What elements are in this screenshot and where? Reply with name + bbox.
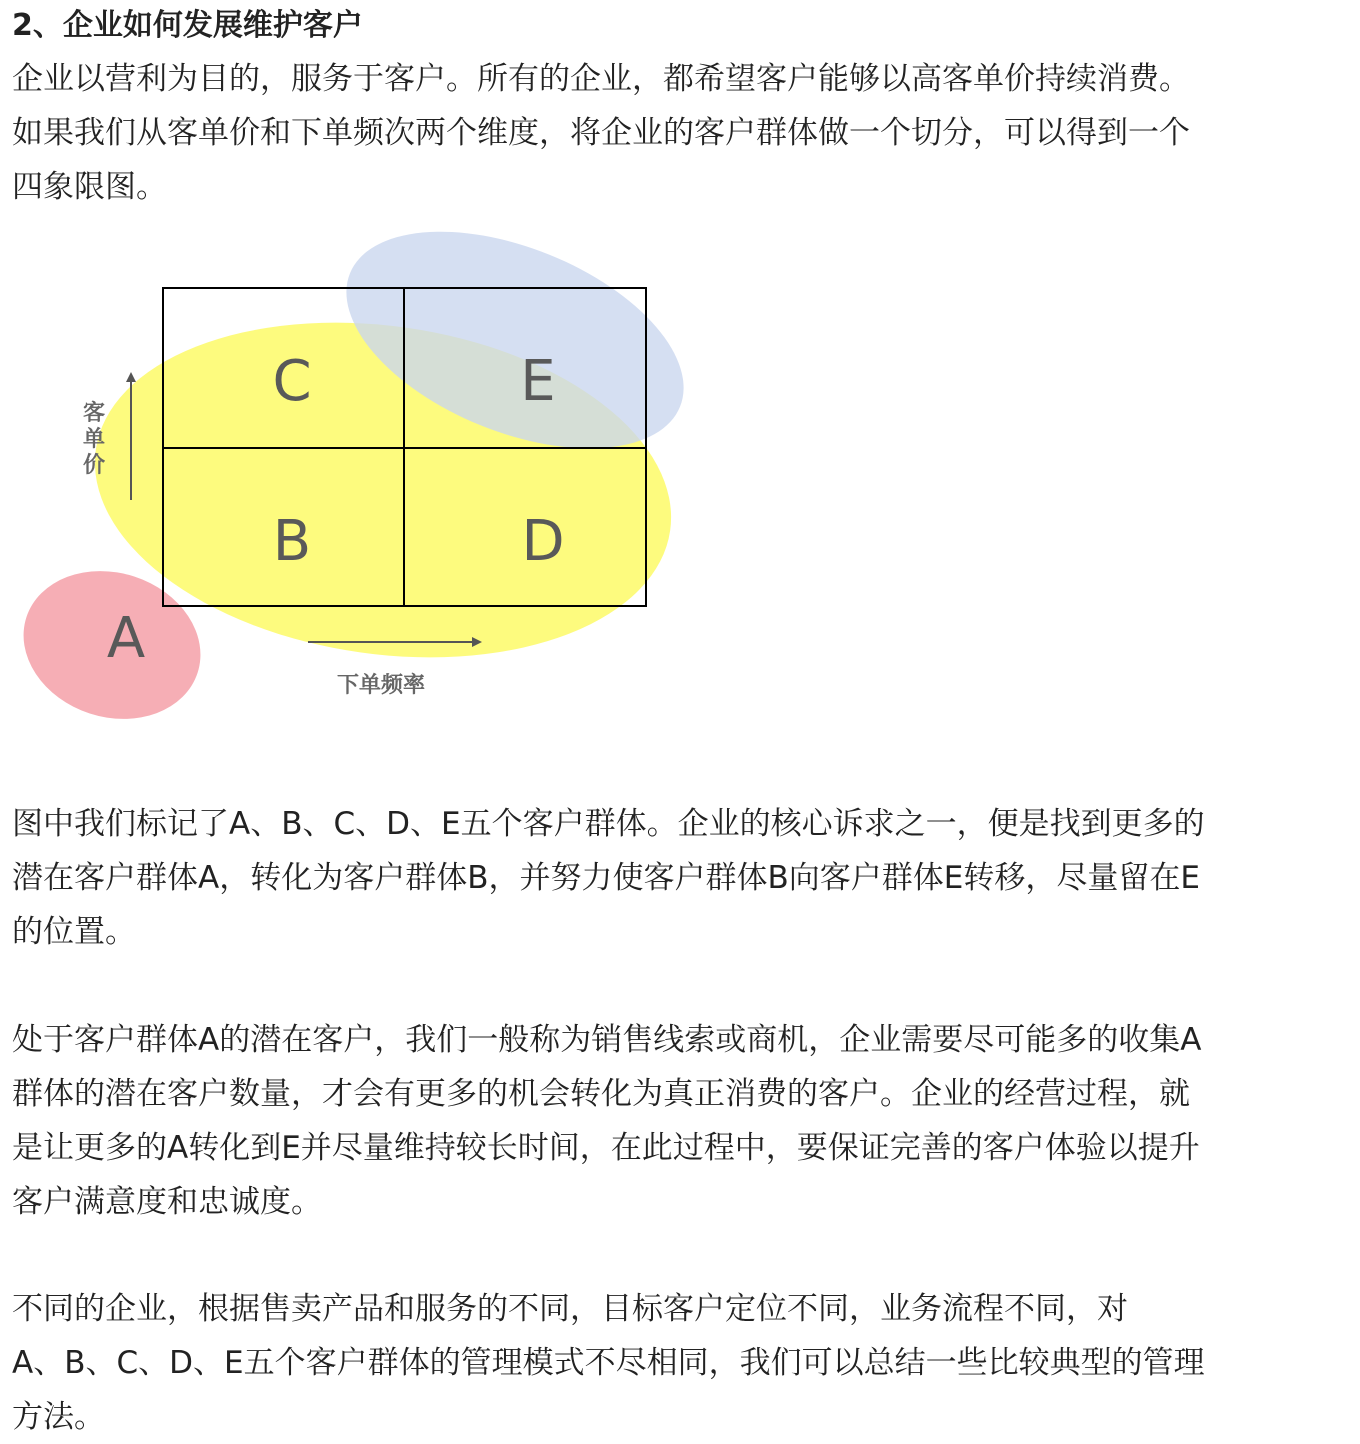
quadrant-label-d: D	[521, 509, 565, 574]
y-axis-label-char: 单	[82, 427, 106, 452]
quadrant-label-b: B	[272, 509, 312, 574]
paragraph-line: 不同的企业，根据售卖产品和服务的不同，目标客户定位不同，业务流程不同，对	[12, 1291, 1128, 1327]
paragraph-line: A、B、C、D、E五个客户群体的管理模式不尽相同，我们可以总结一些比较典型的管理	[12, 1345, 1205, 1381]
paragraph-line: 群体的潜在客户数量，才会有更多的机会转化为真正消费的客户。企业的经营过程，就	[12, 1076, 1190, 1112]
paragraph-line: 潜在客户群体A，转化为客户群体B，并努力使客户群体B向客户群体E转移，尽量留在E	[12, 860, 1200, 896]
paragraph-line: 方法。	[12, 1399, 105, 1435]
y-axis-label-char: 价	[82, 453, 106, 478]
paragraph-line: 企业以营利为目的，服务于客户。所有的企业，都希望客户能够以高客单价持续消费。	[12, 61, 1190, 97]
paragraph-management	[12, 1282, 1205, 1444]
paragraph-line: 图中我们标记了A、B、C、D、E五个客户群体。企业的核心诉求之一，便是找到更多的	[12, 806, 1205, 842]
customer-quadrant-diagram	[0, 220, 700, 730]
paragraph-intro	[12, 52, 1190, 214]
quadrant-label-c: C	[272, 349, 312, 414]
group-label-a: A	[106, 606, 146, 671]
paragraph-line: 如果我们从客单价和下单频次两个维度，将企业的客户群体做一个切分，可以得到一个	[12, 115, 1190, 151]
y-axis-label-char: 客	[82, 401, 106, 426]
paragraph-line: 客户满意度和忠诚度。	[12, 1184, 322, 1220]
paragraph-line: 的位置。	[12, 914, 136, 950]
paragraph-line: 处于客户群体A的潜在客户，我们一般称为销售线索或商机，企业需要尽可能多的收集A	[12, 1022, 1202, 1058]
paragraph-line: 四象限图。	[12, 169, 167, 205]
paragraph-leads	[12, 1013, 1201, 1229]
paragraph-groups	[12, 797, 1205, 959]
section-heading: 2、企业如何发展维护客户	[12, 8, 363, 43]
quadrant-svg	[0, 220, 700, 730]
paragraph-line: 是让更多的A转化到E并尽量维持较长时间，在此过程中，要保证完善的客户体验以提升	[12, 1130, 1200, 1166]
x-axis-label: 下单频率	[336, 673, 426, 698]
quadrant-label-e: E	[520, 349, 556, 414]
